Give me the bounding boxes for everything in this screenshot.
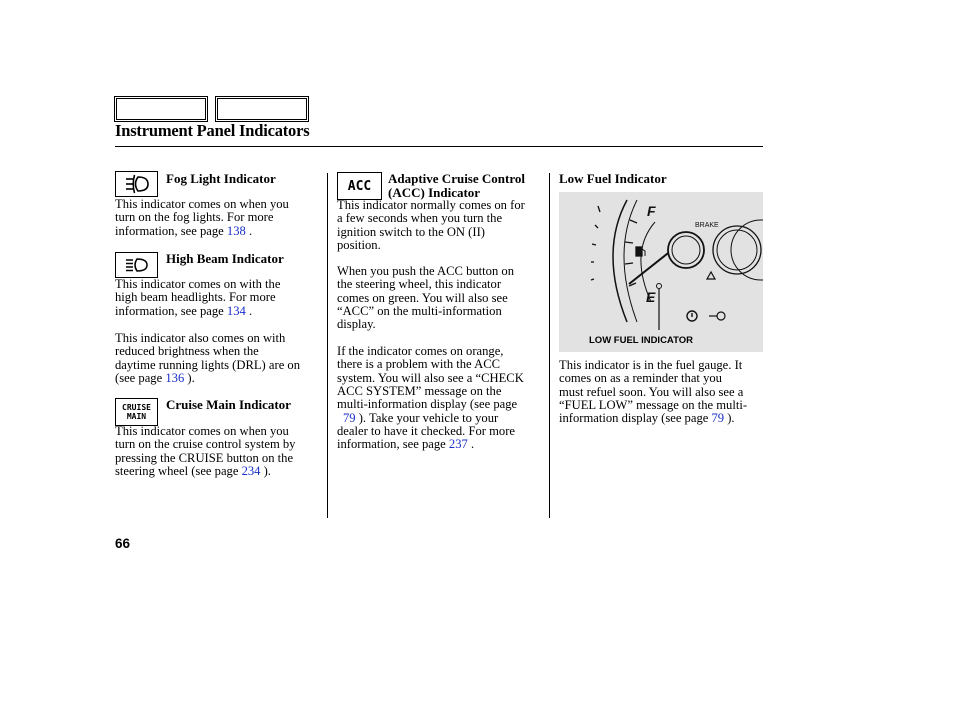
acc-text-line: ignition switch to the ON (II) (337, 224, 485, 239)
column-divider-1 (327, 173, 328, 518)
acc-text-line: When you push the ACC button on (337, 264, 515, 278)
cruise-text-line: This indicator comes on when you (115, 424, 289, 438)
column-divider-2 (549, 173, 550, 518)
acc-text-line: there is a problem with the ACC (337, 357, 500, 372)
high-beam-text-line: . (245, 303, 253, 318)
acc-text-line: . (467, 437, 475, 452)
acc-text-line: information, see page (337, 437, 449, 452)
main-icon-text: MAIN (126, 412, 147, 421)
fuel-text-line: This indicator is in the fuel gauge. It (559, 358, 743, 372)
high-beam-icon (122, 256, 152, 274)
fog-light-heading: Fog Light Indicator (166, 171, 276, 186)
acc-text-line: display. (337, 317, 376, 332)
acc-para-1 (337, 199, 525, 252)
high-beam-text-line: high beam headlights. For more (115, 290, 276, 305)
acc-text-line: system. You will also see a “CHECK (337, 370, 524, 385)
fog-text-line: information, see page (115, 223, 227, 238)
title-rule (115, 146, 763, 147)
acc-heading-line-1: Adaptive Cruise Control (388, 171, 525, 186)
page-number: 66 (115, 536, 131, 551)
fuel-gauge-illustration (559, 192, 763, 352)
acc-text-line: position. (337, 238, 381, 253)
cruise-main-indicator-icon (115, 398, 158, 426)
acc-text-line: multi-information display (see page (337, 397, 518, 412)
low-fuel-indicator-label: LOW FUEL INDICATOR (589, 335, 693, 346)
acc-page-link-2[interactable]: 237 (448, 437, 468, 452)
acc-text-line: the steering wheel, this indicator (337, 277, 502, 292)
high-beam-indicator-icon (115, 252, 158, 278)
acc-para-2 (337, 265, 514, 332)
cruise-main-text (115, 425, 295, 478)
fog-light-icon (122, 174, 152, 194)
nav-tab-2[interactable] (215, 96, 309, 122)
fuel-text-line: ). (724, 411, 735, 426)
acc-heading-line-2: (ACC) Indicator (388, 185, 481, 200)
fuel-gauge-drawing (559, 192, 763, 352)
fuel-text-line: must refuel soon. You will also see a (559, 384, 744, 399)
acc-text-line: “ACC” on the multi-information (337, 304, 502, 319)
acc-text-line: comes on green. You will also see (337, 290, 508, 305)
acc-para-3 (337, 345, 524, 452)
cruise-text-line: pressing the CRUISE button on the (115, 450, 294, 465)
acc-indicator-icon (337, 172, 382, 200)
gauge-brake-label: BRAKE (695, 222, 719, 229)
fog-text-line: turn on the fog lights. For more (115, 210, 274, 225)
acc-icon-text: ACC (347, 178, 372, 194)
fog-page-link[interactable]: 138 (226, 223, 246, 238)
nav-tab-1[interactable] (114, 96, 208, 122)
drl-text-line: (see page (115, 371, 166, 386)
cruise-text-line: turn on the cruise control system by (115, 437, 296, 452)
acc-text-line: a few seconds when you turn the (337, 211, 503, 226)
fog-light-text (115, 198, 289, 238)
acc-heading (388, 172, 525, 200)
gauge-full-mark: F (647, 203, 656, 219)
cruise-icon-text: CRUISE (122, 403, 151, 412)
cruise-text-line: ). (260, 464, 271, 479)
drl-page-link[interactable]: 136 (165, 371, 185, 386)
high-beam-text-line: This indicator comes on with the (115, 277, 281, 291)
drl-text-line: ). (184, 371, 195, 386)
high-beam-heading: High Beam Indicator (166, 251, 284, 266)
fuel-page-link[interactable]: 79 (711, 411, 725, 426)
gauge-empty-mark: E (646, 289, 656, 305)
acc-page-link-1[interactable]: 79 (343, 410, 356, 425)
low-fuel-heading: Low Fuel Indicator (559, 171, 667, 186)
fog-text-line: This indicator comes on when you (115, 197, 289, 211)
acc-text-line: dealer to have it checked. For more (337, 424, 515, 439)
high-beam-text-line: information, see page (115, 303, 227, 318)
high-beam-page-link[interactable]: 134 (226, 303, 246, 318)
fog-text-line: . (245, 223, 253, 238)
fuel-text-line: information display (see page (559, 411, 712, 426)
drl-text (115, 332, 300, 385)
page-title: Instrument Panel Indicators (115, 121, 310, 140)
drl-text-line: daytime running lights (DRL) are on (115, 357, 301, 372)
drl-text-line: reduced brightness when the (115, 344, 259, 359)
fog-light-indicator-icon (115, 171, 158, 197)
drl-text-line: This indicator also comes on with (115, 331, 286, 345)
high-beam-text (115, 278, 280, 318)
acc-text-line: ). Take your vehicle to your (355, 410, 499, 425)
acc-text-line: This indicator normally comes on for (337, 198, 525, 212)
low-fuel-text (559, 359, 747, 426)
acc-text-line: If the indicator comes on orange, (337, 344, 504, 358)
cruise-main-heading: Cruise Main Indicator (166, 397, 291, 412)
fuel-text-line: “FUEL LOW” message on the multi- (559, 398, 748, 413)
cruise-text-line: steering wheel (see page (115, 464, 242, 479)
acc-text-line: ACC SYSTEM” message on the (337, 384, 502, 399)
fuel-text-line: comes on as a reminder that you (559, 371, 722, 386)
cruise-page-link[interactable]: 234 (241, 464, 261, 479)
